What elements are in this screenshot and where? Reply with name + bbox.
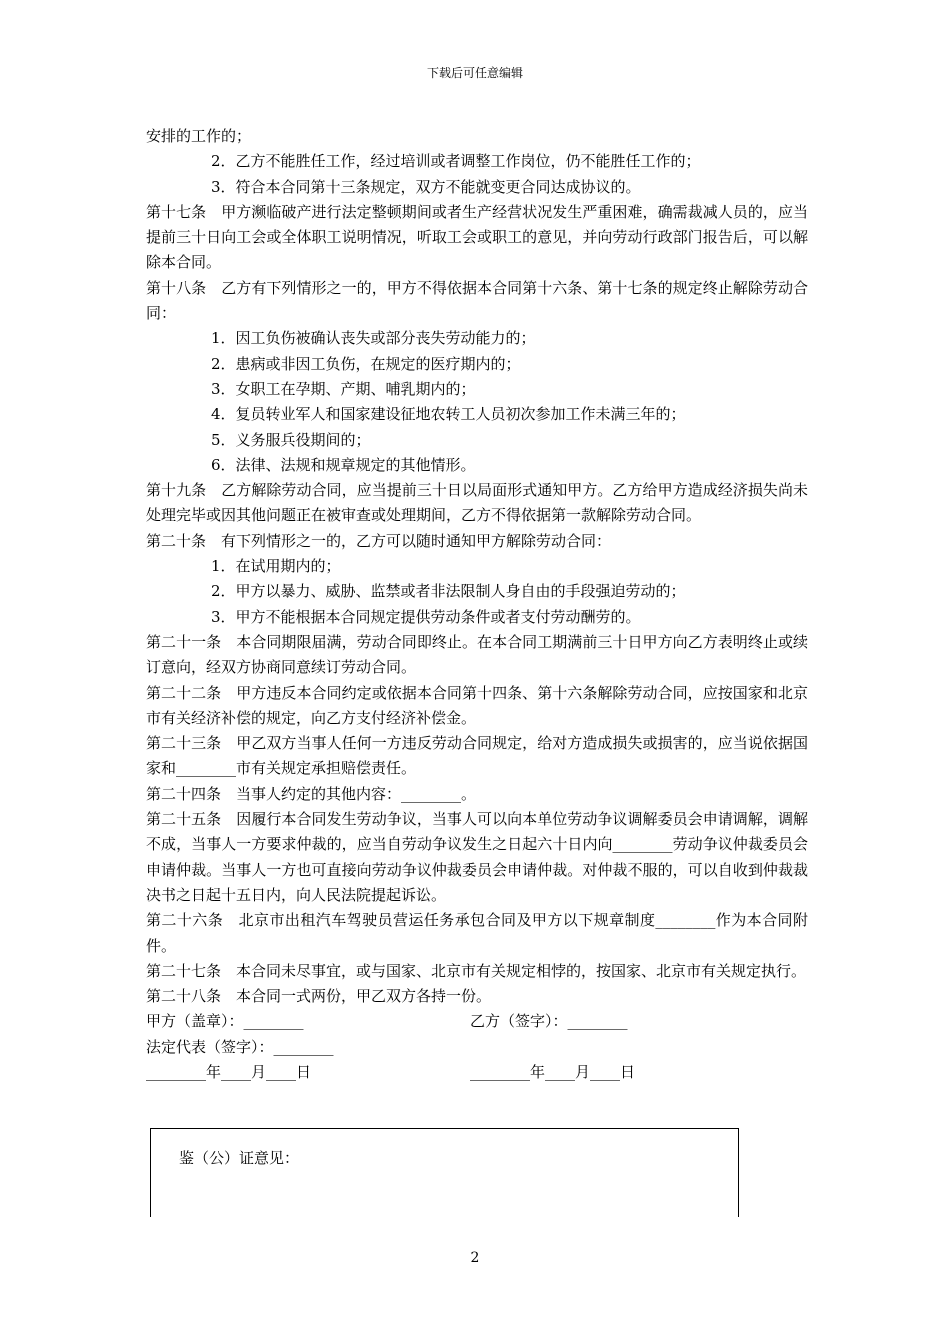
clause-paragraph: 安排的工作的； [146, 127, 252, 145]
clause-paragraph: 第十八条 乙方有下列情形之一的，甲方不得依据本合同第十六条、第十七条的规定终止解除劳动合同： [146, 278, 808, 323]
page-number: 2 [470, 1250, 480, 1266]
date-left: ________年____月____日 [146, 1062, 312, 1081]
list-item: 3．女职工在孕期、产期、哺乳期内的； [211, 379, 476, 398]
party-a-signature: 甲方（盖章）：________ [146, 1012, 304, 1031]
clause-paragraph: 第二十条 有下列情形之一的，乙方可以随时通知甲方解除劳动合同： [146, 531, 612, 550]
clause-paragraph: 第二十六条 北京市出租汽车驾驶员营运任务承包合同及甲方以下规章制度________作为本合同附件。 [146, 911, 808, 955]
clause-paragraph: 第二十二条 甲方违反本合同约定或依据本合同第十四条、第十六条解除劳动合同，应按国家和北京市有关经济补偿的规定，向乙方支付经济补偿金。 [146, 683, 808, 727]
signature-row-legal-rep [146, 1035, 808, 1060]
list-item: 6．法律、法规和规章规定的其他情形。 [211, 455, 476, 474]
clause-paragraph: 第二十七条 本合同未尽事宜，或与国家、北京市有关规定相悖的，按国家、北京市有关规定执行。 [146, 961, 807, 980]
list-item: 2．甲方以暴力、威胁、监禁或者非法限制人身自由的手段强迫劳动的； [211, 582, 686, 601]
list-item: 2．乙方不能胜任工作，经过培训或者调整工作岗位，仍不能胜任工作的； [211, 152, 701, 171]
notary-opinion-box [150, 1128, 739, 1217]
legal-rep-signature: 法定代表（签字）：________ [146, 1037, 334, 1056]
date-right: ________年____月____日 [470, 1062, 636, 1081]
page-header: 下载后可任意编辑 [426, 66, 523, 80]
clause-paragraph: 第二十三条 甲乙双方当事人任何一方违反劳动合同规定，给对方造成损失或损害的，应当说依据国家和________市有关规定承担赔偿责任。 [146, 734, 808, 778]
party-b-signature: 乙方（签字）：________ [470, 1012, 628, 1031]
clause-paragraph: 第二十一条 本合同期限届满，劳动合同即终止。在本合同工期满前三十日甲方向乙方表明终止或续订意向，经双方协商同意续订劳动合同。 [146, 632, 808, 677]
list-item: 4．复员转业军人和国家建设征地农转工人员初次参加工作未满三年的； [211, 405, 686, 424]
clause-paragraph: 第二十八条 本合同一式两份，甲乙双方各持一份。 [146, 987, 492, 1006]
notary-opinion-title: 鉴（公）证意见： [179, 1149, 300, 1167]
signature-row-dates [146, 1060, 808, 1085]
clause-paragraph: 第二十五条 因履行本合同发生劳动争议，当事人可以向本单位劳动争议调解委员会申请调解，调解不成，当事人一方要求仲裁的，应当自劳动争议发生之日起六十日内向________劳动争议仲裁委员会申请仲裁。当事人一方也可直接向劳动争议仲裁委员会申请仲裁。对仲裁不服的，可以自收到仲裁裁决书之日起十五日内，向人民法院提起诉讼。 [146, 810, 808, 904]
clause-paragraph: 第十九条 乙方解除劳动合同，应当提前三十日以局面形式通知甲方。乙方给甲方造成经济损失尚未处理完毕或因其他问题正在被审查或处理期间，乙方不得依据第一款解除劳动合同。 [146, 481, 808, 525]
list-item: 1．在试用期内的； [211, 557, 341, 576]
list-item: 3．甲方不能根据本合同规定提供劳动条件或者支付劳动酬劳的。 [211, 607, 641, 626]
clause-list [146, 124, 808, 1009]
clause-paragraph: 第十七条 甲方濒临破产进行法定整顿期间或者生产经营状况发生严重困难，确需裁减人员的，应当提前三十日向工会或全体职工说明情况，听取工会或职工的意见，并向劳动行政部门报告后，可以解除本合同。 [146, 202, 808, 272]
clause-paragraph: 第二十四条 当事人约定的其他内容：________。 [146, 784, 477, 803]
list-item: 2．患病或非因工负伤，在规定的医疗期内的； [211, 354, 521, 373]
signature-row-parties [146, 1009, 808, 1034]
list-item: 5．义务服兵役期间的； [211, 430, 371, 449]
list-item: 3．符合本合同第十三条规定，双方不能就变更合同达成协议的。 [211, 177, 641, 196]
list-item: 1．因工负伤被确认丧失或部分丧失劳动能力的； [211, 329, 536, 348]
contract-body [146, 124, 808, 1085]
